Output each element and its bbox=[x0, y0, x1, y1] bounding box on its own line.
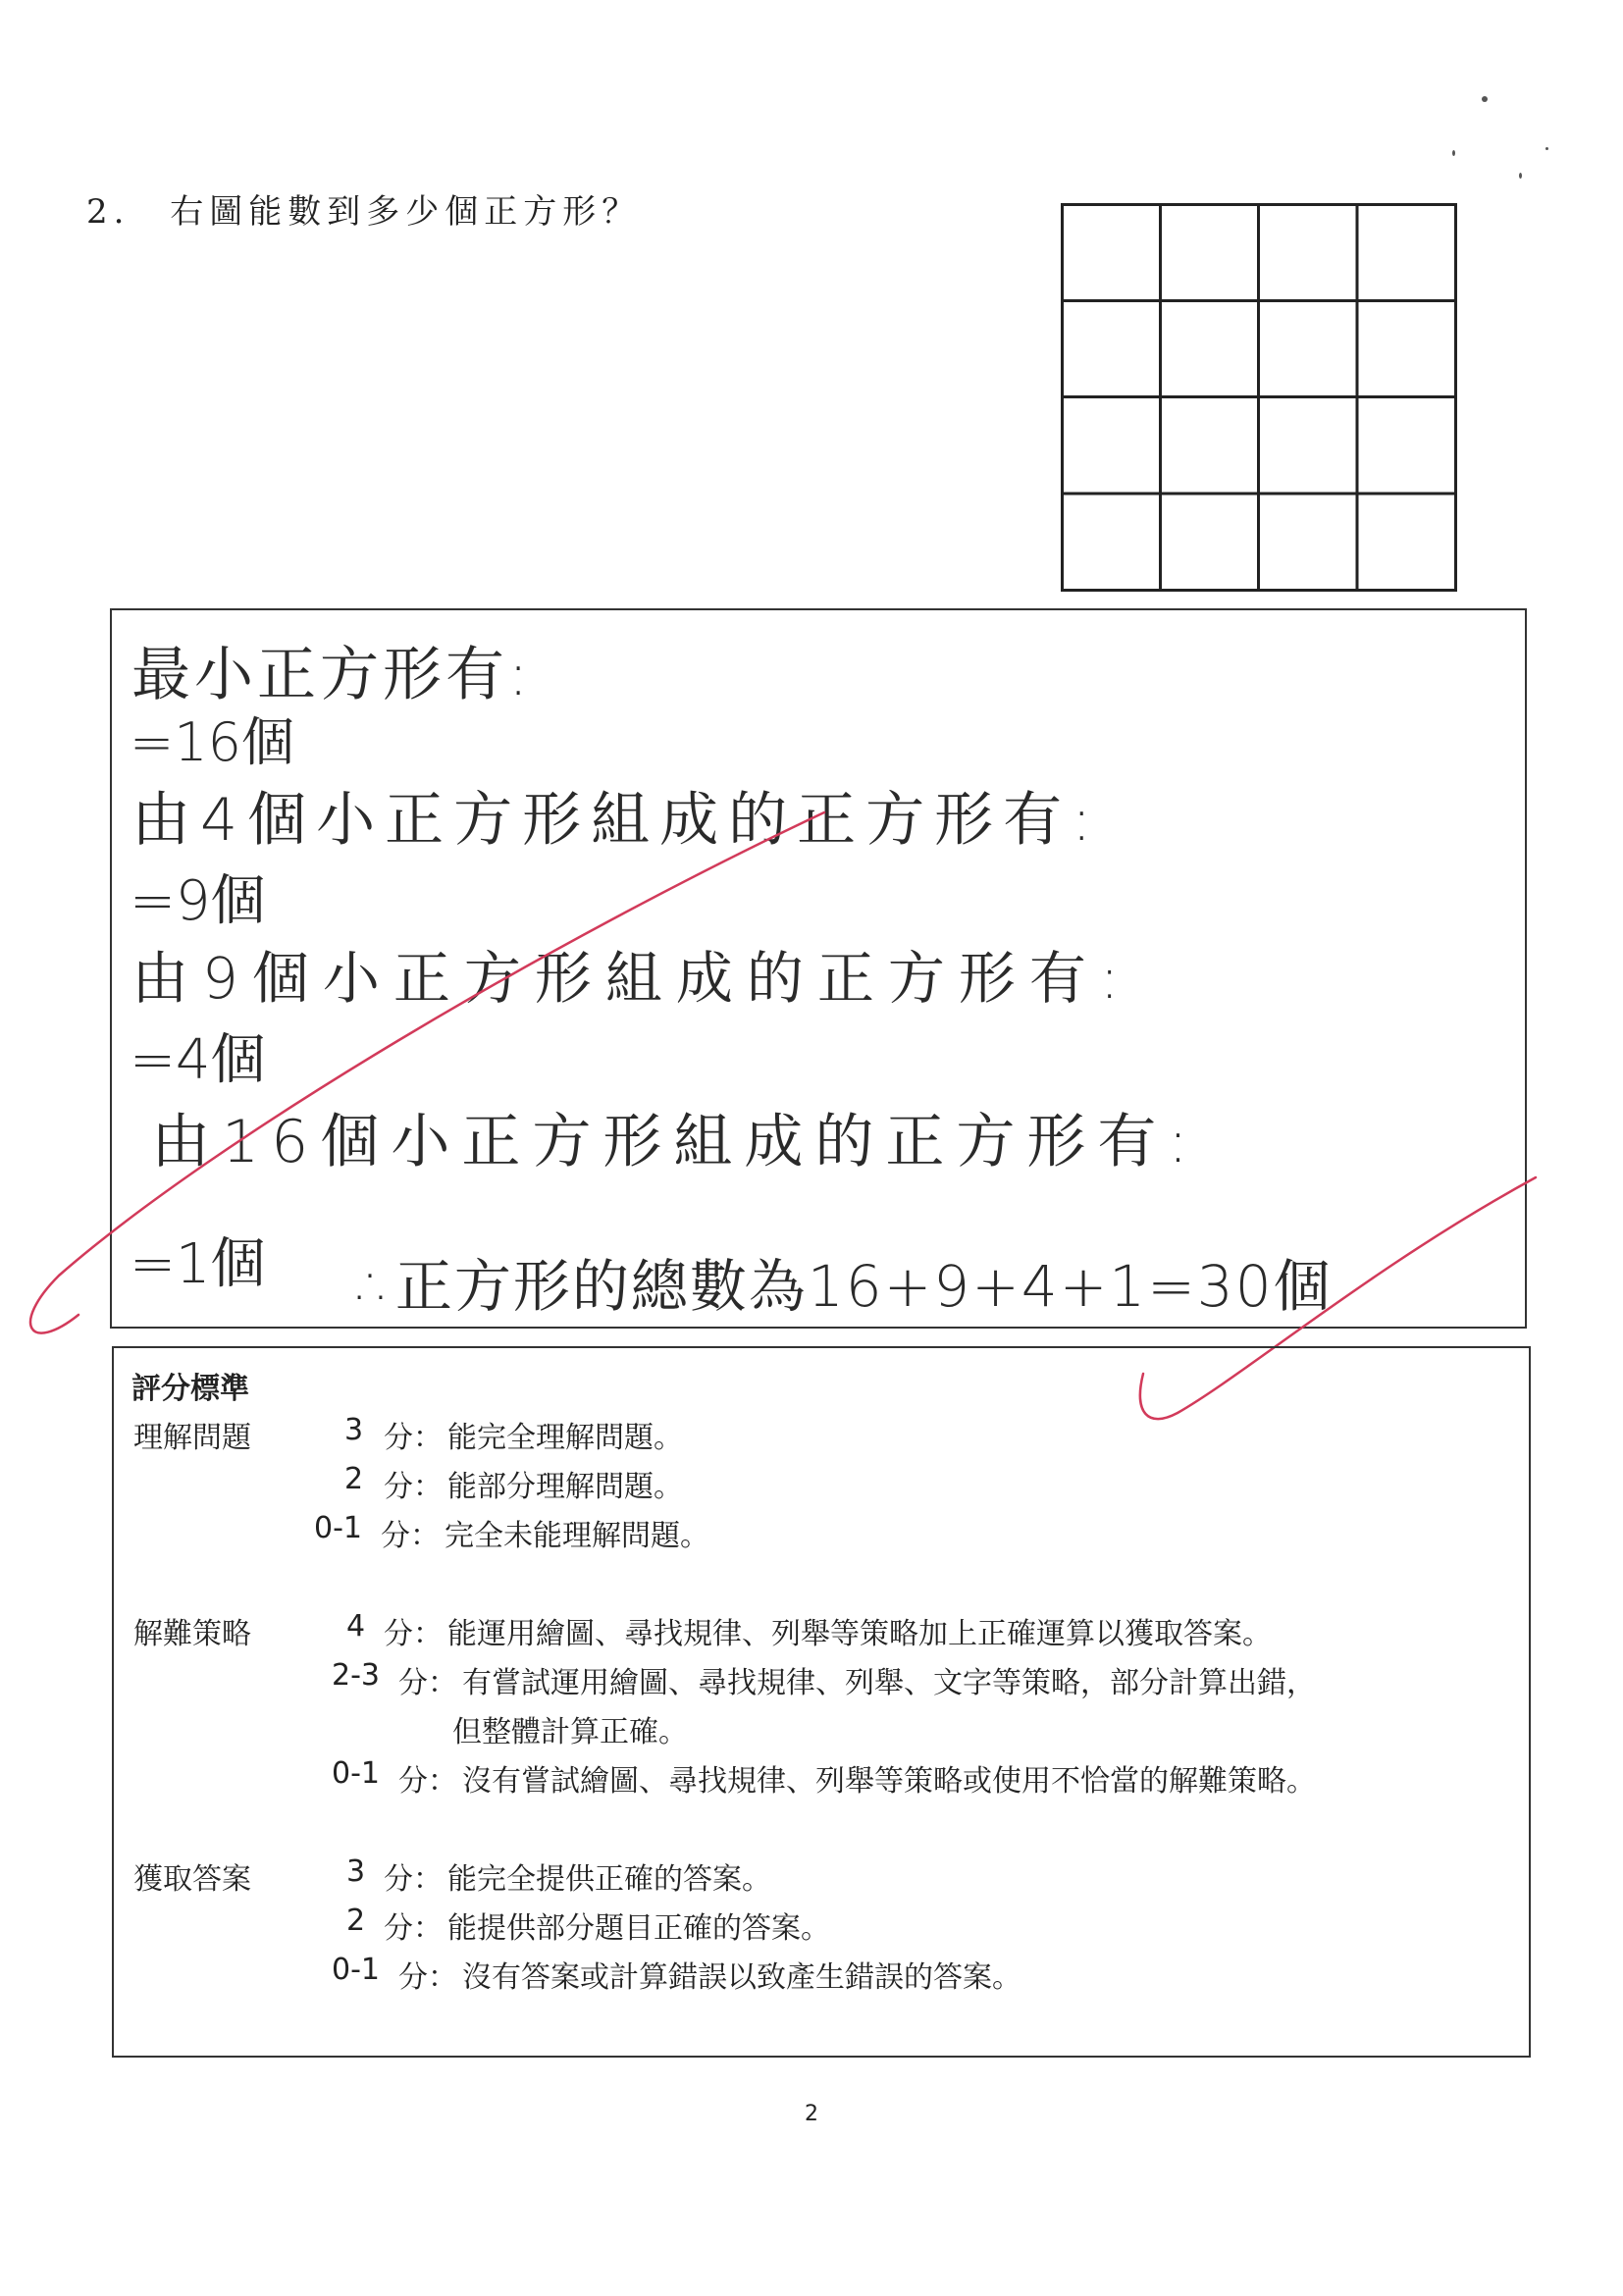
rubric-unit: 分： bbox=[398, 1960, 457, 1995]
rubric-score: 4 bbox=[346, 1609, 366, 1644]
answer-line: =4個 bbox=[130, 1028, 266, 1092]
rubric-desc: 沒有嘗試繪圖、尋找規律、列舉等策略或使用不恰當的解難策略。 bbox=[462, 1764, 1316, 1799]
rubric-score: 2 bbox=[346, 1904, 366, 1938]
scan-speck bbox=[1519, 173, 1522, 179]
rubric-score: 0-1 bbox=[332, 1756, 380, 1791]
rubric-unit: 分： bbox=[384, 1421, 443, 1455]
rubric-unit: 分： bbox=[381, 1519, 440, 1553]
answer-line: 由16個小正方形組成的正方形有: bbox=[151, 1108, 1200, 1176]
answer-box bbox=[110, 608, 1527, 1329]
question-text: 右圖能數到多少個正方形？ bbox=[170, 192, 642, 232]
rubric-category: 理解問題 bbox=[133, 1421, 251, 1455]
rubric-unit: 分： bbox=[384, 1911, 443, 1946]
question-number: 2. bbox=[86, 192, 131, 232]
rubric-desc: 沒有答案或計算錯誤以致產生錯誤的答案。 bbox=[462, 1960, 1021, 1995]
scan-speck bbox=[1482, 96, 1488, 102]
answer-line: =9個 bbox=[130, 869, 266, 933]
rubric-desc: 有嘗試運用繪圖、尋找規律、列舉、文字等策略，部分計算出錯， bbox=[462, 1666, 1316, 1700]
rubric-unit: 分： bbox=[398, 1666, 457, 1700]
rubric-unit: 分： bbox=[384, 1470, 443, 1504]
rubric-desc: 完全未能理解問題。 bbox=[445, 1519, 709, 1553]
rubric-desc: 能完全理解問題。 bbox=[447, 1421, 683, 1455]
rubric-box bbox=[112, 1346, 1531, 2058]
rubric-score: 0-1 bbox=[332, 1953, 380, 1987]
rubric-category: 解難策略 bbox=[133, 1617, 251, 1651]
rubric-title: 評分標準 bbox=[131, 1372, 249, 1406]
answer-conclusion: ∴正方形的總數為16+9+4+1=30個 bbox=[357, 1253, 1333, 1320]
question bbox=[86, 184, 641, 233]
rubric-desc: 能提供部分題目正確的答案。 bbox=[447, 1911, 830, 1946]
scan-speck bbox=[1452, 150, 1455, 156]
rubric-unit: 分： bbox=[384, 1617, 443, 1651]
rubric-unit: 分： bbox=[384, 1862, 443, 1897]
rubric-score: 2-3 bbox=[332, 1658, 380, 1693]
scan-speck bbox=[1545, 147, 1548, 150]
rubric-score: 0-1 bbox=[314, 1511, 362, 1545]
rubric-score: 2 bbox=[344, 1462, 364, 1496]
rubric-category: 獲取答案 bbox=[133, 1862, 251, 1897]
answer-line: 由4個小正方形組成的正方形有: bbox=[131, 786, 1102, 855]
rubric-desc: 能運用繪圖、尋找規律、列舉等策略加上正確運算以獲取答案。 bbox=[447, 1617, 1272, 1651]
rubric-desc: 能部分理解問題。 bbox=[447, 1470, 683, 1504]
answer-line: 由9個小正方形組成的正方形有: bbox=[131, 945, 1133, 1012]
rubric-desc: 能完全提供正確的答案。 bbox=[447, 1862, 771, 1897]
rubric-unit: 分： bbox=[398, 1764, 457, 1799]
rubric-score: 3 bbox=[346, 1854, 366, 1889]
answer-line: =1個 bbox=[130, 1232, 266, 1296]
square-grid-figure bbox=[1061, 203, 1457, 592]
rubric-score: 3 bbox=[344, 1413, 364, 1447]
answer-line: 最小正方形有: bbox=[131, 641, 533, 709]
rubric-desc-continued: 但整體計算正確。 bbox=[452, 1715, 688, 1749]
answer-line: =16個 bbox=[130, 711, 294, 773]
page-number: 2 bbox=[805, 2102, 818, 2126]
